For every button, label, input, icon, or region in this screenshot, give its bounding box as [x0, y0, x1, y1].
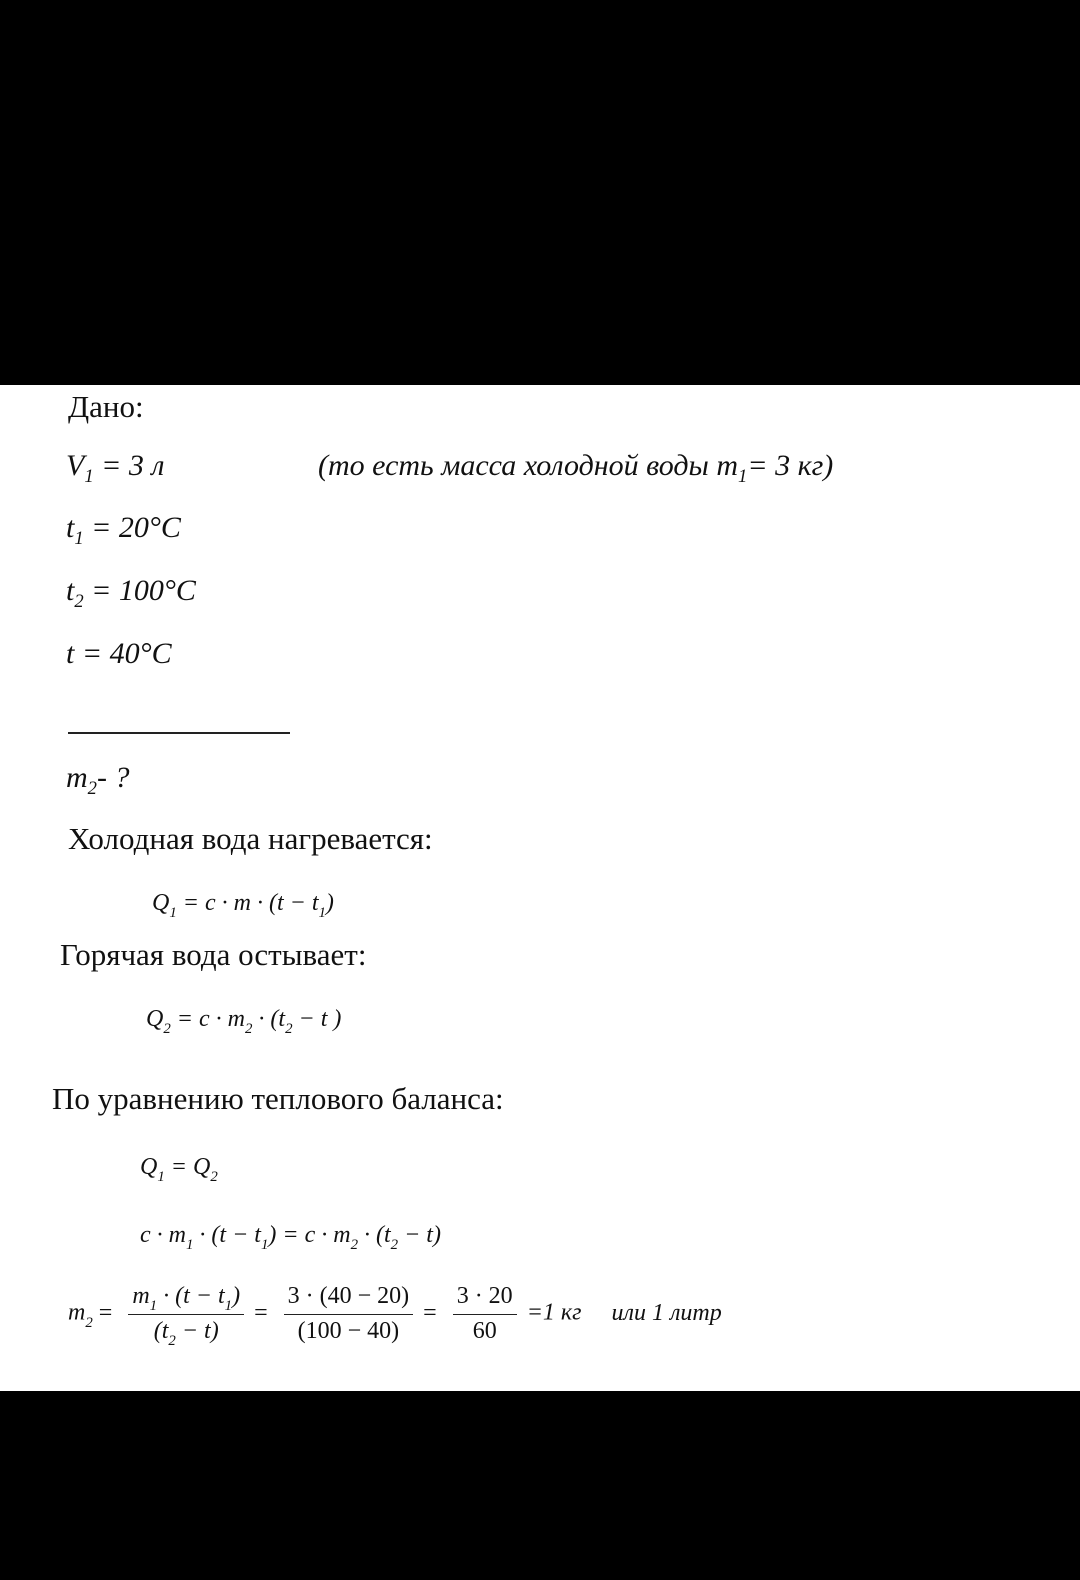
fraction-substituted: $\frac{3 \cdot (40 - 20)}{(100 - 40)}$ — [284, 1283, 414, 1345]
given-t: t = 40°C — [66, 637, 172, 670]
fraction-general: $\frac{m_1 \cdot (t - t_1)}{(t_2 - t)}$ — [128, 1283, 244, 1345]
given-t1: $t_1 = 20^\circ C$ — [66, 511, 181, 549]
heat-balance-heading: По уравнению теплового баланса: — [52, 1081, 504, 1116]
fraction-simplified: $\frac{3 \cdot 20}{60}$ — [453, 1283, 517, 1345]
given-t2: $t_2 = 100^\circ C$ — [66, 574, 196, 612]
given-v1-note: (то есть масса холодной воды $m_1= 3$ кг) — [318, 449, 834, 487]
given-divider — [68, 732, 290, 734]
answer-note: или 1 литр — [611, 1299, 722, 1326]
hot-water-heading: Горячая вода остывает: — [60, 937, 367, 972]
formula-q1: $Q_1 = c \cdot m \cdot (t - t_1)$ — [152, 890, 334, 921]
formula-result: $m_2$ = $\frac{m_1 \cdot (t - t_1)}{(t_2 - t)}$ = $\frac{3 \cdot (40 - 20)}{(100 - 40)}$ = $\frac{3 \cdot 20}{60}$ =1 кг или 1 литр — [68, 1283, 722, 1349]
solution-sheet — [0, 385, 1080, 1391]
given-v1: $V_1 = 3$ л — [66, 449, 165, 487]
formula-balance-expanded: $c \cdot m_1 \cdot (t - t_1) = c \cdot m_2 \cdot (t_2 - t)$ — [140, 1222, 441, 1253]
formula-balance: $Q_1 = Q_2$ — [140, 1154, 218, 1185]
cold-water-heading: Холодная вода нагревается: — [68, 821, 433, 856]
find-m2: $m_2-$ ? — [66, 761, 130, 799]
formula-q2: $Q_2 = c \cdot m_2 \cdot (t_2 - t$ ) — [146, 1006, 342, 1037]
given-label: Дано: — [68, 389, 144, 424]
